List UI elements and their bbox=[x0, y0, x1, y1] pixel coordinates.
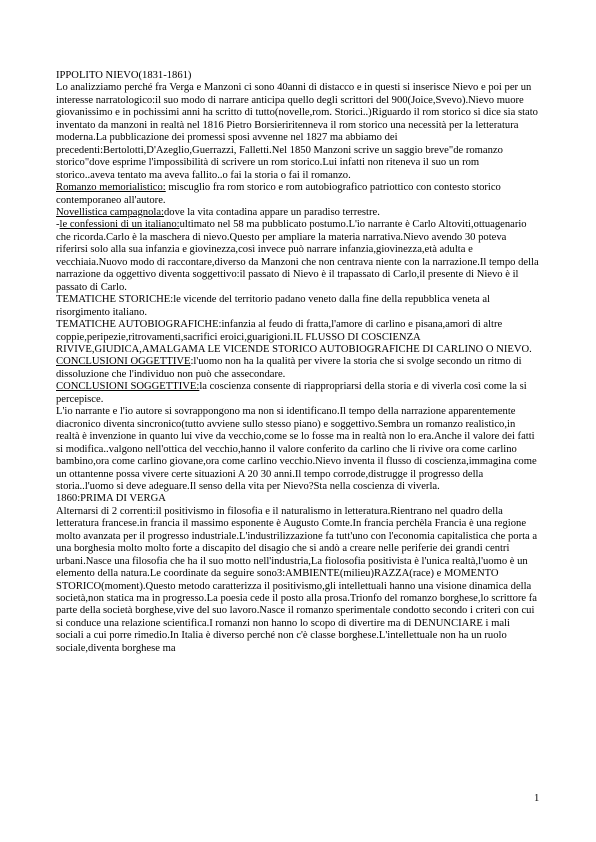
description-confessioni: ultimato nel 58 ma pubblicato postumo.L'io narrante è Carlo Altoviti,ottuagenario che ricorda.Carlo è la maschera di nievo.Questo per ampliare la materia narrativa.Nievo avendo 30 poteva riferirsi solo alla sua infanzia e giovinezza,così invece può narrare infanzia,giovinezza,età adulta e vecchiaia.Nuovo modo di raccontare,diverso da Manzoni che non centrava niente con la narrazione.Il tempo della narrazione da oggettivo diventa soggettivo:il passato di Nievo è il trapassato di Carlo,il presente di Nievo è il passato di Carlo. bbox=[56, 219, 539, 293]
term-conclusioni-oggettive: CONCLUSIONI OGGETTIVE bbox=[56, 356, 191, 368]
term-novellistica-campagnola: Novellistica campagnola: bbox=[56, 206, 164, 218]
dash-prefix: - bbox=[56, 219, 60, 231]
page-number: 1 bbox=[534, 793, 540, 804]
paragraph-romanzo-memorialistico bbox=[56, 182, 540, 207]
document-body bbox=[56, 70, 540, 655]
paragraph-novellistica-campagnola bbox=[56, 207, 540, 219]
heading-ippolito-nievo: IPPOLITO NIEVO(1831-1861) bbox=[56, 70, 192, 81]
paragraph-positivismo: Alternarsi di 2 correnti:il positivismo in filosofia e il naturalismo in letteratura.Rientrano nel quadro della letteratura francese.in francia il massimo esponente è Augusto Comte.In francia perchèla Francia è una regione molto avanzata per il progresso industriale.L'industrilizzazione fa tutt'uno con l'economia capitalistica che porta a una borghesia molto molto forte a discapito del disagio che si andò a creare nelle periferie dei grandi centri urbani.Nasce una filosofia che ha il suo motto nell'industria,La fiolosofia positivista è l'unica realtà,l'uomo è un elemento della natura.Le coordinate da seguire sono3:AMBIENTE(milieu)RAZZA(race) e MOMENTO STORICO(moment).Questo metodo caratterizza il positivismo,gli intellettuali hanno una visione dinamica della società,non statica ma in progresso.La poesia cede il posto alla prosa.Trionfo del romanzo borghese,lo scrittore fa parte della società borghese,vive del suo lavoro.Nasce il romanzo sperimentale condotto secondo i criteri con cui si conduce una relazione scientifica.I romanzi non hanno lo scopo di divertire ma di DENUNCIARE i mali sociali a cui porre rimedio.In Italia è diverso perché non c'è classe borghese.L'intellettuale non ha un ruolo sociale,diventa borghese ma bbox=[56, 505, 538, 654]
paragraph-intro: Lo analizziamo perché fra Verga e Manzoni ci sono 40anni di distacco e in questi si inserisce Nievo e poi per un interesse narratologico:il suo modo di narrare anticipa quello degli scrittori del 900(Joice,Svevo).Nievo muore giovanissimo e in pochissimi anni ha scritto di tutto(novelle,rom. Storici..)Riguardo il rom storico si dice sia stato inventato da manzoni in realtà nel 1816 Pietro Borsieriritenneva il rom storico una necessità per la letteratura moderna.La pubblicazione dei promessi sposi avvenne nel 1827 ma abbiamo dei precedenti:Bertolotti,D'Azeglio,Guerrazzi, Falletti.Nel 1850 Manzoni scrive un saggio breve"de romanzo storico"dove esprime l'impossibilità di scrivere un rom storico.Lui infatti non riteneva il suo un rom storico..aveva tentato ma aveva fallito..o fai la storia o fai il romanzo. bbox=[56, 82, 538, 181]
paragraph-tematiche-autobiografiche: TEMATICHE AUTOBIOGRAFICHE:infanzia al feudo di fratta,l'amore di carlino e pisana,amori di altre coppie,peripezie,ritrovamenti,sacrifici eroici,guarigioni.IL FLUSSO DI COSCIENZA RIVIVE,GIUDICA,AMALGAMA LE VICENDE STORICO AUTOBIOGRAFICHE DI CARLINO O NIEVO. bbox=[56, 319, 532, 355]
term-confessioni: le confessioni di un italiano: bbox=[59, 219, 180, 231]
paragraph-tematiche-storiche: TEMATICHE STORICHE:le vicende del territorio padano veneto dalla fine della repubblica veneta al risorgimento italiano. bbox=[56, 294, 491, 318]
definition-romanzo-memorialistico: miscuglio fra rom storico e rom autobiografico patriottico con contesto storico contemporaneo all'autore. bbox=[56, 182, 501, 206]
term-romanzo-memorialistico: Romanzo memorialistico: bbox=[56, 182, 166, 194]
paragraph-conclusioni-oggettive bbox=[56, 356, 540, 381]
paragraph-confessioni bbox=[56, 219, 540, 294]
definition-conclusioni-oggettive: :l'uomo non ha la qualità per vivere la storia che si svolge secondo un ritmo di dissoluzione che l'individuo non può che assecondare. bbox=[56, 356, 522, 380]
paragraph-io-narrante: L'io narrante e l'io autore si sovrappongono ma non si identificano.Il tempo della narrazione apparentemente diacronico diventa sincronico(tutto avviene sullo stesso piano) e soggettivo.Sembra un romanzo realistico,in realtà è invenzione in quanto lui vive da vecchio,come se lo fosse ma in realtà non lo era.Anche il valore dei fatti si modifica..valgono nell'ottica del vecchio,hanno il valore conferito da carlino che li rivive ora come carlino bambino,ora come carlino giovane,ora come carlino vecchio.Nievo inventa il flusso di coscienza,immagina come un ottantenne possa vivere certe situazioni A 20 30 anni.Il tempo corrode,distrugge il progresso della storia..l'uomo si deve adeguare.Il senso della vita per Nievo?Sta nella coscienza di viverla. bbox=[56, 406, 537, 492]
heading-prima-di-verga: 1860:PRIMA DI VERGA bbox=[56, 493, 166, 505]
definition-conclusioni-soggettive: la coscienza consente di riappropriarsi della storia e di viverla così come la si percepisce. bbox=[56, 381, 527, 405]
term-conclusioni-soggettive: CONCLUSIONI SOGGETTIVE: bbox=[56, 381, 200, 393]
paragraph-conclusioni-soggettive bbox=[56, 381, 540, 406]
definition-novellistica-campagnola: dove la vita contadina appare un paradiso terrestre. bbox=[163, 206, 380, 218]
